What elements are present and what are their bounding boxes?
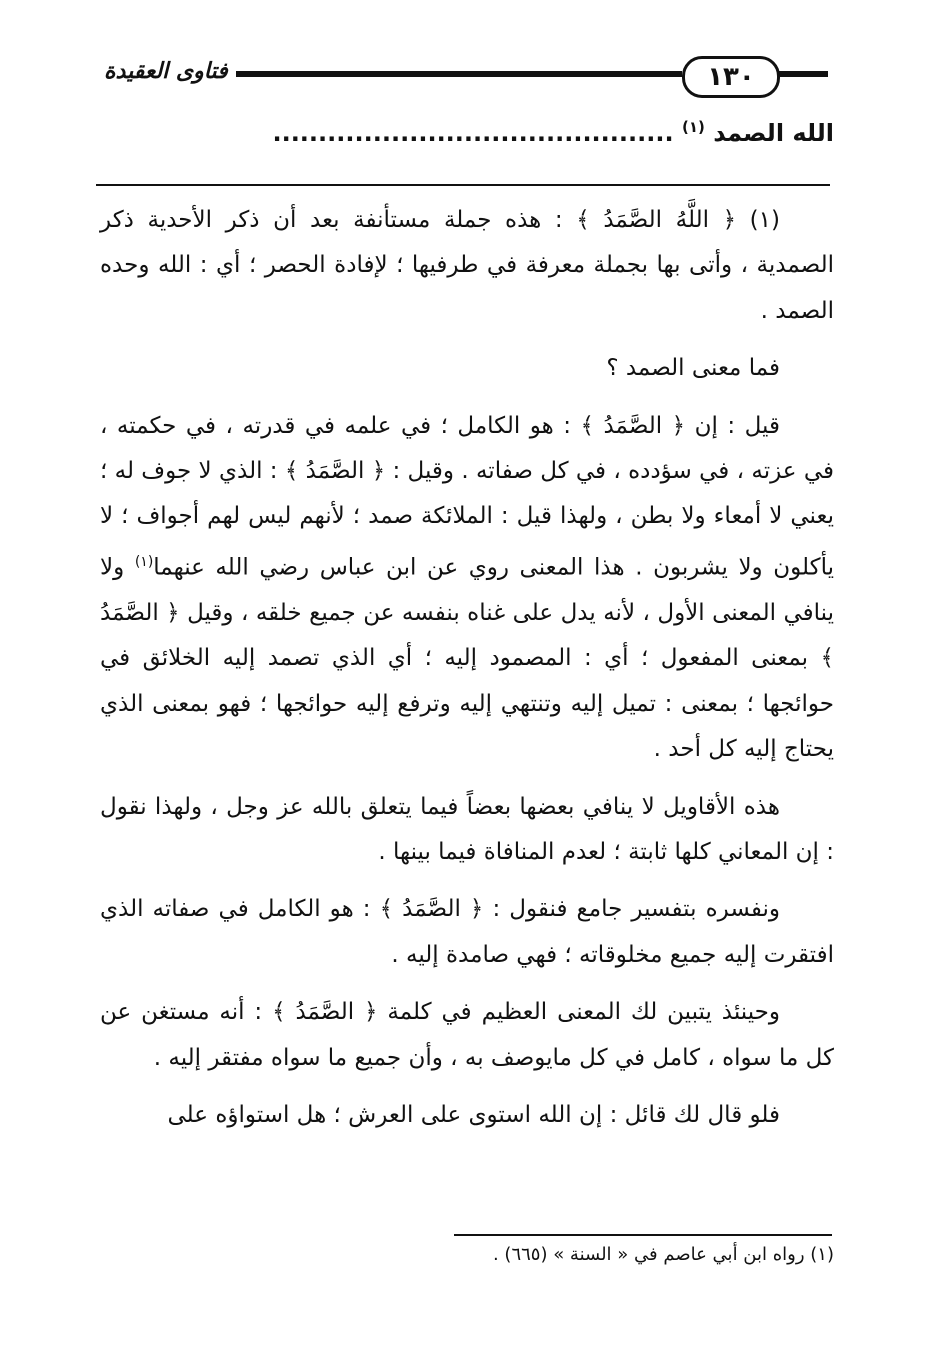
section-heading (94, 118, 834, 147)
paragraph-3-text-a: قيل : إن ﴿ الصَّمَدُ ﴾ : هو الكامل ؛ في علمه في قدرته ، في حكمته ، في عزته ، في سؤدده ، في كل صفاته . وقيل : ﴿ الصَّمَدُ ﴾ : الذي لا جوف له ؛ يعني لا أمعاء ولا بطن ، ولهذا قيل : الملائكة صمد ؛ لأنهم ليس لهم أجواف ؛ لا يأكلون ولا يشربون . هذا المعنى روي عن ابن عباس رضي الله عنهما (100, 412, 834, 581)
section-title-text: الله الصمد (713, 119, 834, 147)
page-number: ١٣٠ (682, 56, 780, 98)
section-footnote-ref: (١) (681, 118, 705, 136)
paragraph-7: فلو قال لك قائل : إن الله استوى على العرش ؛ هل استواؤه على (167, 1101, 780, 1128)
paragraph-1: (١) ﴿ اللَّهُ الصَّمَدُ ﴾ : هذه جملة مستأنفة بعد أن ذكر الأحدية ذكر الصمدية ، وأتى بها بجملة معرفة في طرفيها ؛ لإفادة الحصر ؛ أي : الله وحده الصمد . (100, 207, 834, 324)
paragraph-2: فما معنى الصمد ؟ (606, 355, 780, 382)
footnote-rule (454, 1234, 832, 1236)
paragraph-3 (100, 404, 834, 773)
header-rule-right (778, 71, 828, 77)
running-book-title: فتاوى العقيدة (96, 58, 236, 84)
section-title-dots: ............................................ (272, 119, 674, 147)
footnote: (١) رواه ابن أبي عاصم في « السنة » (٦٦٥) . (492, 1244, 834, 1265)
paragraph-3-text-b: ولا ينافي المعنى الأول ، لأنه يدل على غناه بنفسه عن جميع خلقه ، وقيل ﴿ الصَّمَدُ ﴾ بمعنى المفعول ؛ أي : المصمود إليه ؛ أي الذي تصمد إليه الخلائق في حوائجها ؛ بمعنى : تميل إليه وتنتهي إليه وترفع إليه حوائجها ؛ فهو بمعنى الذي يحتاج إليه كل أحد . (100, 554, 834, 763)
body-text (100, 198, 834, 1150)
section-rule (96, 184, 830, 186)
paragraph-4: هذه الأقاويل لا ينافي بعضها بعضاً فيما يتعلق بالله عز وجل ، ولهذا نقول : إن المعاني كلها ثابتة ؛ لعدم المنافاة فيما بينها . (100, 793, 834, 865)
inline-footnote-ref: (١) (134, 553, 154, 570)
paragraph-5: ونفسره بتفسير جامع فنقول : ﴿ الصَّمَدُ ﴾ : هو الكامل في صفاته الذي افتقرت إليه جميع مخلوقاته ؛ فهي صامدة إليه . (100, 896, 834, 968)
paragraph-6: وحينئذ يتبين لك المعنى العظيم في كلمة ﴿ الصَّمَدُ ﴾ : أنه مستغن عن كل ما سواه ، كامل في كل مايوصف به ، وأن جميع ما سواه مفتقر إليه . (100, 999, 834, 1071)
